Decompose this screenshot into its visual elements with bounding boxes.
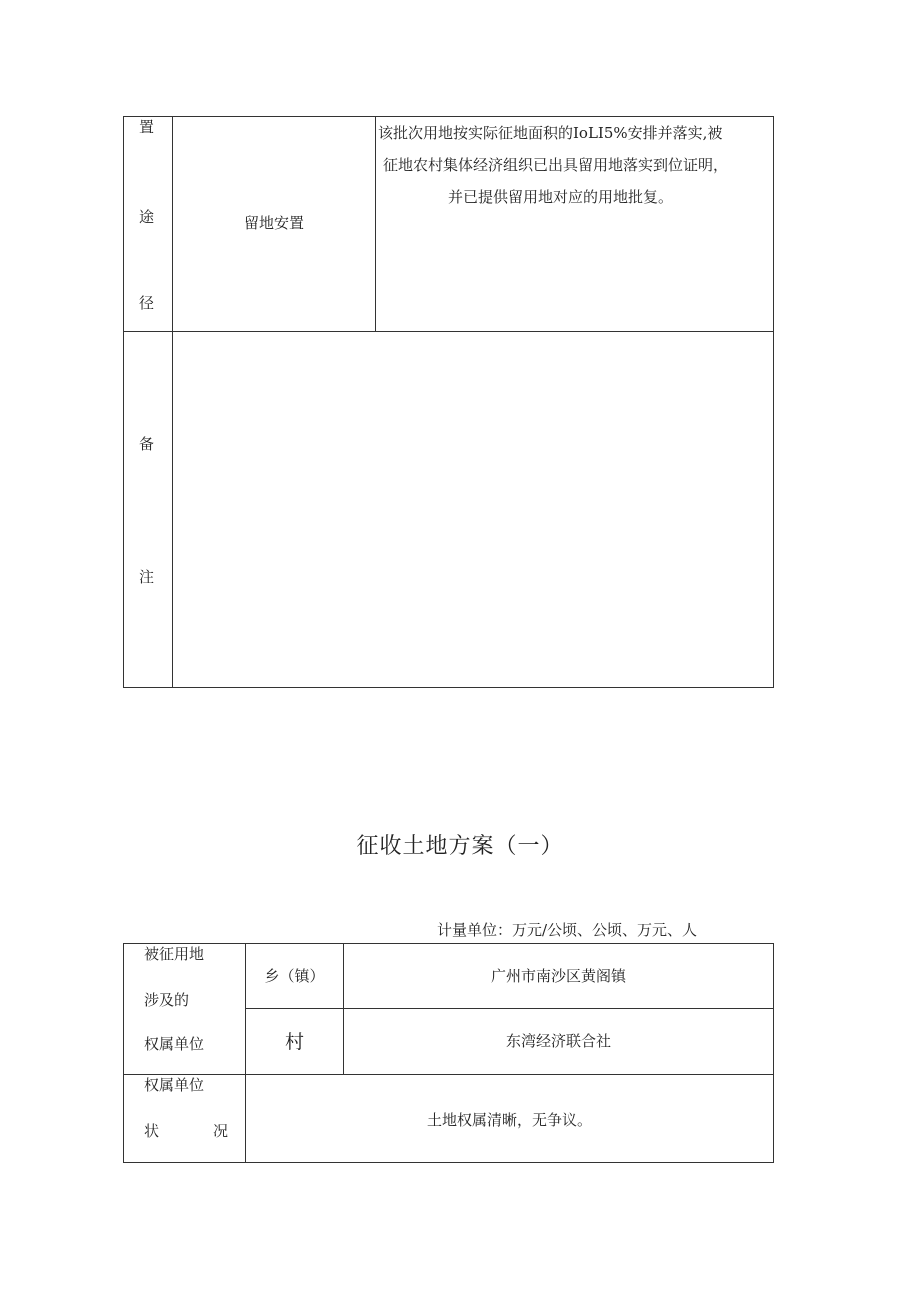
village-label: 村 <box>284 1031 304 1053</box>
owner-label-line: 涉及的 <box>144 991 190 1009</box>
side-label-char: 径 <box>139 294 155 312</box>
owner-label-line: 权属单位 <box>144 1035 205 1053</box>
table-column-divider <box>375 116 376 332</box>
table-border-bottom <box>123 687 774 688</box>
status-label-char: 状 <box>144 1122 160 1140</box>
side-label-char: 置 <box>139 118 155 136</box>
table-border-bottom <box>123 1162 774 1163</box>
side-label-char: 途 <box>139 208 155 226</box>
resettlement-description-line: 并已提供留用地对应的用地批复。 <box>448 188 674 206</box>
remark-label-char: 备 <box>139 435 155 453</box>
table-border-left <box>123 943 124 1163</box>
status-value: 土地权属清晰，无争议。 <box>426 1111 592 1129</box>
page-title: 征收土地方案（一） <box>356 834 564 859</box>
resettlement-description-line: 征地农村集体经济组织已出具留用地落实到位证明， <box>383 156 729 174</box>
table-row-divider <box>245 1008 774 1009</box>
resettlement-method: 留地安置 <box>243 214 304 232</box>
table-border-right <box>773 943 774 1163</box>
table-border-top <box>123 116 774 117</box>
resettlement-description-line: 该批次用地按实际征地面积的IoLI5%安排并落实,被 <box>378 124 723 142</box>
table-border-right <box>773 116 774 688</box>
township-value: 广州市南沙区黄阁镇 <box>490 967 626 985</box>
table-column-divider <box>172 116 173 688</box>
unit-note: 计量单位：万元/公顷、公顷、万元、人 <box>437 921 698 939</box>
owner-label-line: 被征用地 <box>144 945 205 963</box>
village-value: 东湾经济联合社 <box>505 1032 611 1050</box>
table-border-left <box>123 116 124 688</box>
remark-label-char: 注 <box>139 568 155 586</box>
table-row-divider <box>123 1074 774 1075</box>
status-label-line: 权属单位 <box>144 1076 205 1094</box>
status-label-char: 况 <box>213 1122 229 1140</box>
table-divider <box>123 331 774 332</box>
township-label: 乡（镇） <box>264 967 325 985</box>
table-column-divider <box>343 943 344 1075</box>
table-border-top <box>123 943 774 944</box>
